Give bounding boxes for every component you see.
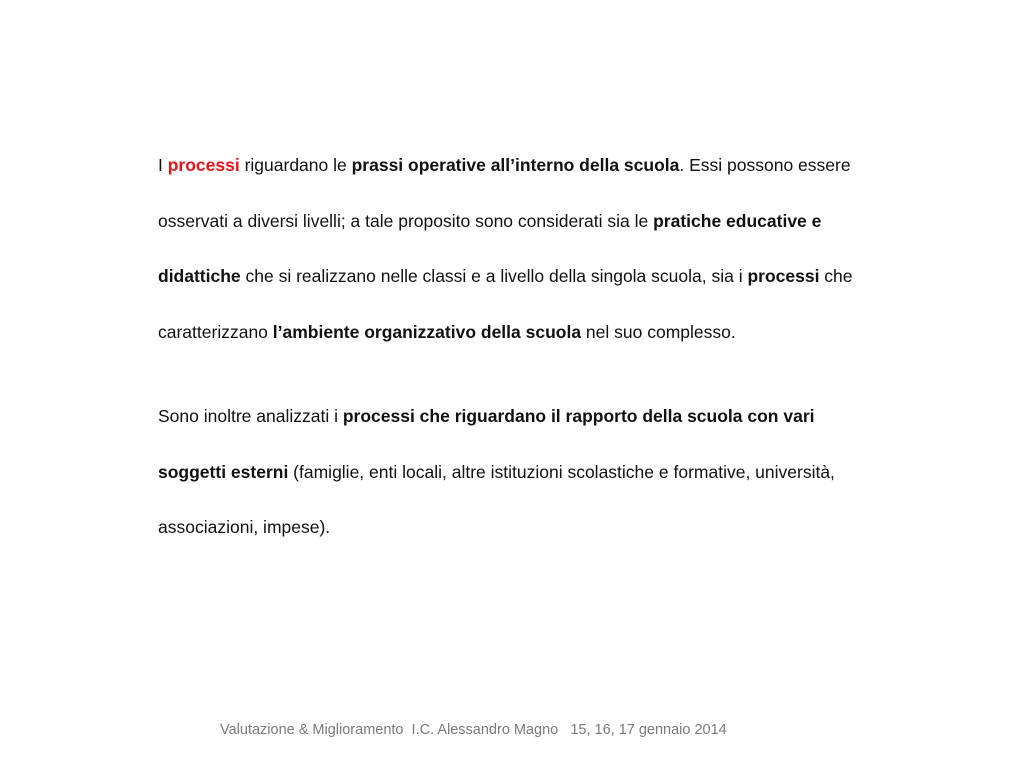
p1-run-8: che caratterizzano <box>158 266 853 342</box>
paragraph-soggetti-esterni <box>158 389 858 556</box>
p1-run-10: nel suo complesso. <box>581 321 736 342</box>
p1-run-3: prassi operative all’interno della scuola <box>351 155 680 175</box>
p1-run-7: processi <box>747 266 820 286</box>
p2-run-0: Sono inoltre analizzati i <box>158 406 343 426</box>
p1-run-4: . Essi possono essere osservati a diversi livelli; a tale proposito sono considerati sia le <box>158 155 851 231</box>
p1-run-2: riguardano le <box>239 155 352 175</box>
p1-run-6: che si realizzano nelle classi e a livello della singola scuola, sia i <box>240 266 748 286</box>
p2-run-2: (famiglie, enti locali, altre istituzioni scolastiche e formative, università, associazioni, impese). <box>158 461 835 537</box>
p1-run-5: pratiche educative e didattiche <box>158 210 822 286</box>
paragraph-processi <box>158 138 858 360</box>
slide-content <box>158 138 858 556</box>
p1-run-9: l’ambiente organizzativo della scuola <box>272 321 582 342</box>
p2-run-1: processi che riguardano il rapporto della scuola con vari soggetti esterni <box>158 406 815 482</box>
slide-footer: Valutazione & Miglioramento I.C. Alessandro Magno 15, 16, 17 gennaio 2014 <box>220 722 727 738</box>
p1-run-1: processi <box>167 155 240 175</box>
p1-run-0: I <box>158 155 168 175</box>
